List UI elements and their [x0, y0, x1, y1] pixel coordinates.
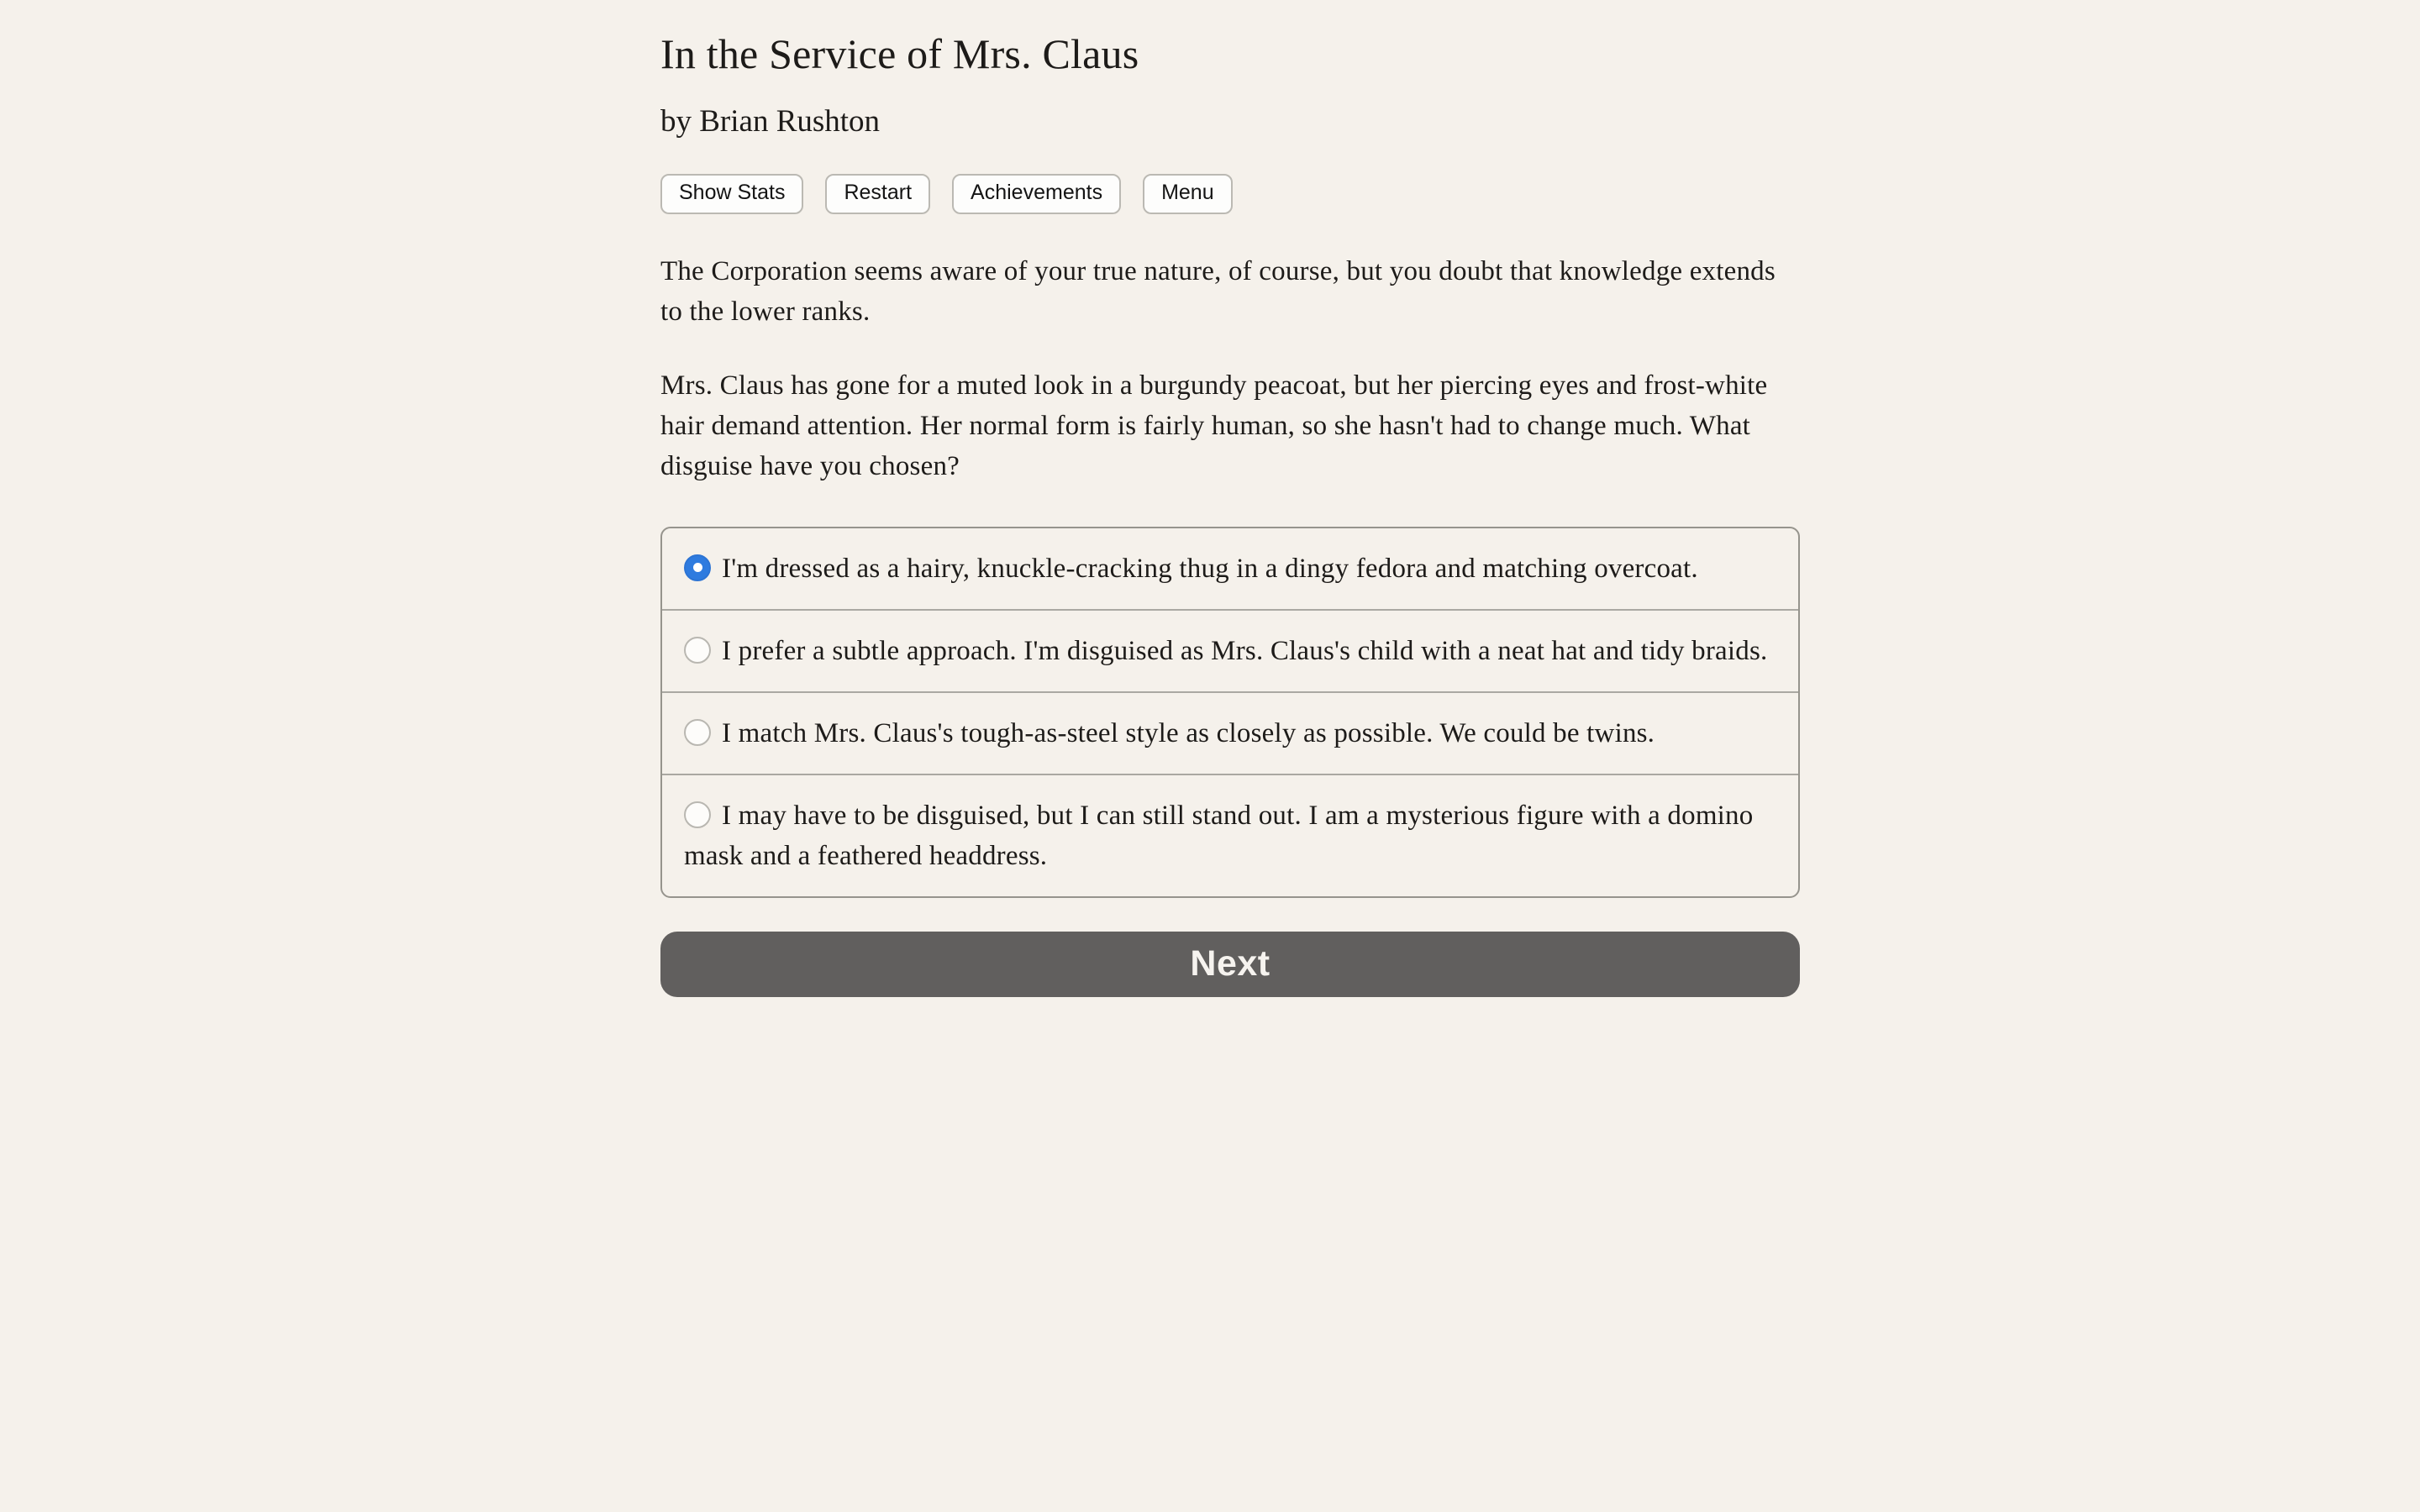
- choice-option-label: I prefer a subtle approach. I'm disguised as Mrs. Claus's child with a neat hat and tidy braids.: [722, 635, 1768, 666]
- radio-button[interactable]: [684, 719, 711, 746]
- choice-option-label: I match Mrs. Claus's tough-as-steel style as closely as possible. We could be twins.: [722, 717, 1655, 748]
- choice-list: [660, 527, 1800, 898]
- choice-option-3[interactable]: [662, 691, 1798, 774]
- choice-option-label: I may have to be disguised, but I can still stand out. I am a mysterious figure with a domino mask and a feathered headdress.: [684, 800, 1754, 871]
- show-stats-button[interactable]: Show Stats: [660, 174, 803, 213]
- page-column: [660, 0, 1800, 997]
- radio-button[interactable]: [684, 637, 711, 664]
- menu-button[interactable]: Menu: [1143, 174, 1233, 213]
- story-paragraph: Mrs. Claus has gone for a muted look in a burgundy peacoat, but her piercing eyes and frost-white hair demand attention. Her normal form is fairly human, so she hasn't had to change much. What disguise have you chosen?: [660, 370, 1768, 481]
- restart-button[interactable]: Restart: [825, 174, 930, 213]
- radio-button[interactable]: [684, 801, 711, 828]
- achievements-button[interactable]: Achievements: [952, 174, 1121, 213]
- toolbar: [660, 174, 1800, 213]
- page-title: In the Service of Mrs. Claus: [660, 30, 1139, 77]
- choice-option-2[interactable]: [662, 609, 1798, 691]
- story-paragraph: The Corporation seems aware of your true nature, of course, but you doubt that knowledge extends to the lower ranks.: [660, 255, 1776, 327]
- choice-option-label: I'm dressed as a hairy, knuckle-cracking thug in a dingy fedora and matching overcoat.: [722, 553, 1698, 584]
- next-button[interactable]: Next: [660, 932, 1800, 997]
- radio-button[interactable]: [684, 554, 711, 581]
- byline: by Brian Rushton: [660, 104, 881, 139]
- choice-option-4[interactable]: [662, 774, 1798, 896]
- choice-option-1[interactable]: [662, 528, 1798, 609]
- story-text: [660, 251, 1800, 486]
